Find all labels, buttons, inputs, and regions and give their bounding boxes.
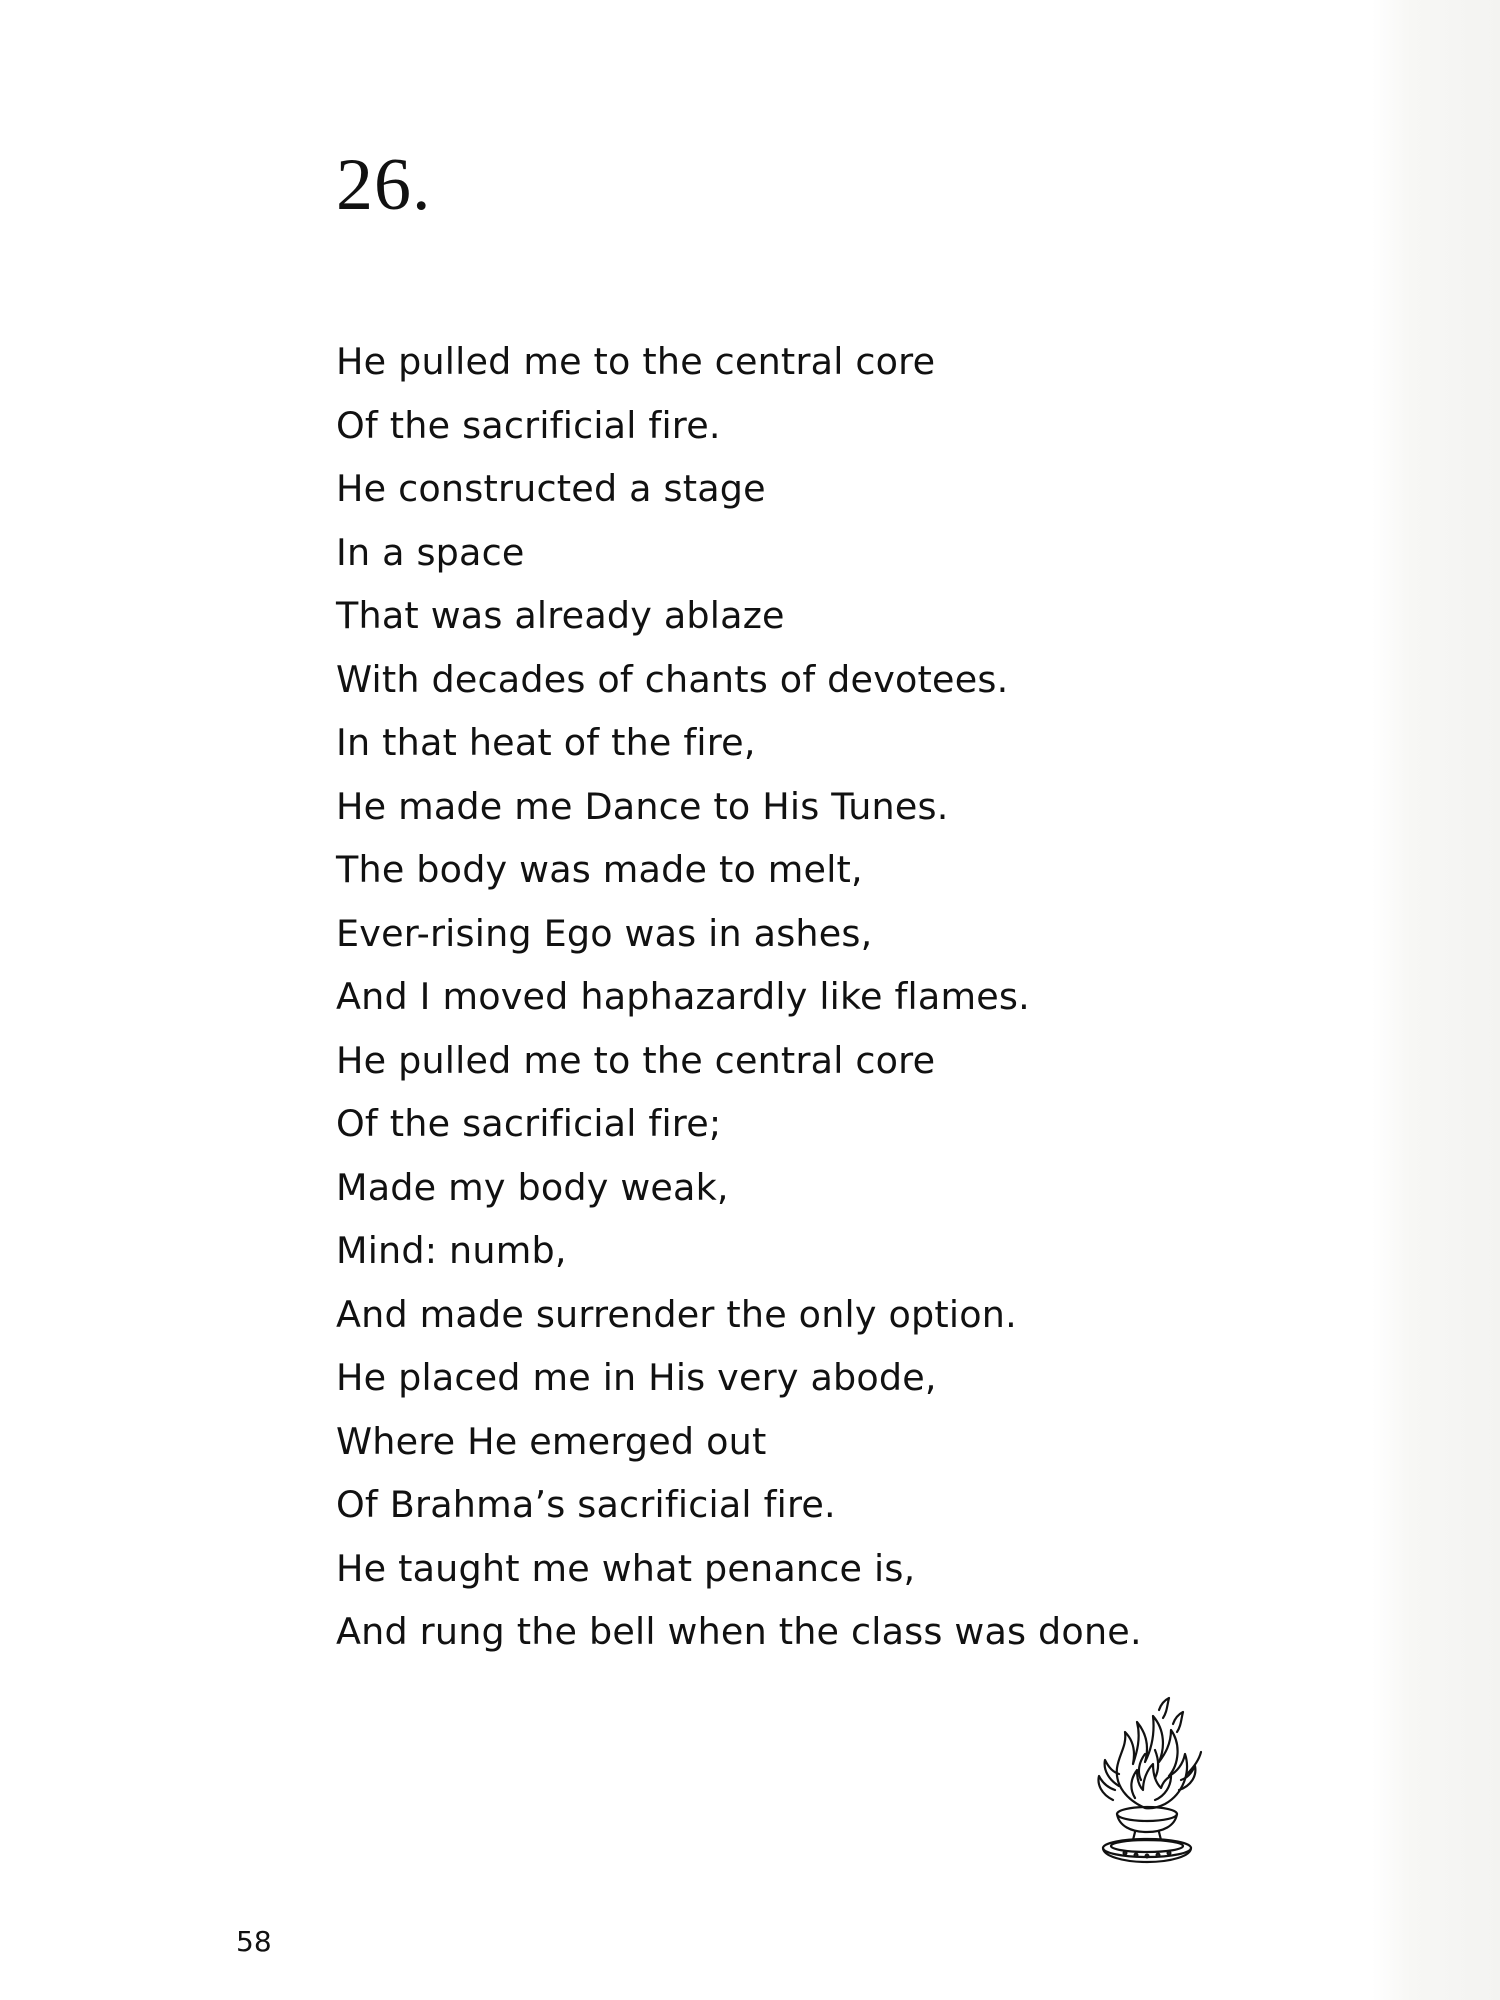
poem-line: He pulled me to the central core [336,1038,936,1082]
poem-line: And rung the bell when the class was done. [336,1610,1142,1653]
poem-line: That was already ablaze [336,594,785,637]
poem-line: Of the sacrificial fire. [336,403,721,447]
poem-number: 26. [336,144,432,226]
page-number: 58 [236,1925,272,1958]
poem-line: Of Brahma’s sacrificial fire. [336,1483,836,1526]
poem-line: He made me Dance to His Tunes. [336,784,949,828]
poem-line: Ever-rising Ego was in ashes, [336,911,873,955]
poem-line: And made surrender the only option. [336,1292,1017,1336]
poem-line: He constructed a stage [336,467,766,510]
poem-line: And I moved haphazardly like flames. [336,975,1030,1018]
poem-line: He pulled me to the central core [336,340,936,383]
poem-line: Made my body weak, [336,1165,729,1209]
poem-line: Where He emerged out [336,1419,767,1463]
poem-line: Of the sacrificial fire; [336,1102,722,1145]
poem-line: In a space [336,530,525,574]
poem-line: He taught me what penance is, [336,1546,916,1590]
poem-line: The body was made to melt, [336,848,863,891]
poem-line: With decades of chants of devotees. [336,657,1009,701]
sacrificial-fire-icon [1075,1690,1215,1870]
page-edge-shadow [1372,0,1500,2000]
poem-line: In that heat of the fire, [336,721,756,764]
poem-line: He placed me in His very abode, [336,1356,937,1399]
poem-line: Mind: numb, [336,1229,567,1272]
poem-text [336,330,1142,1664]
